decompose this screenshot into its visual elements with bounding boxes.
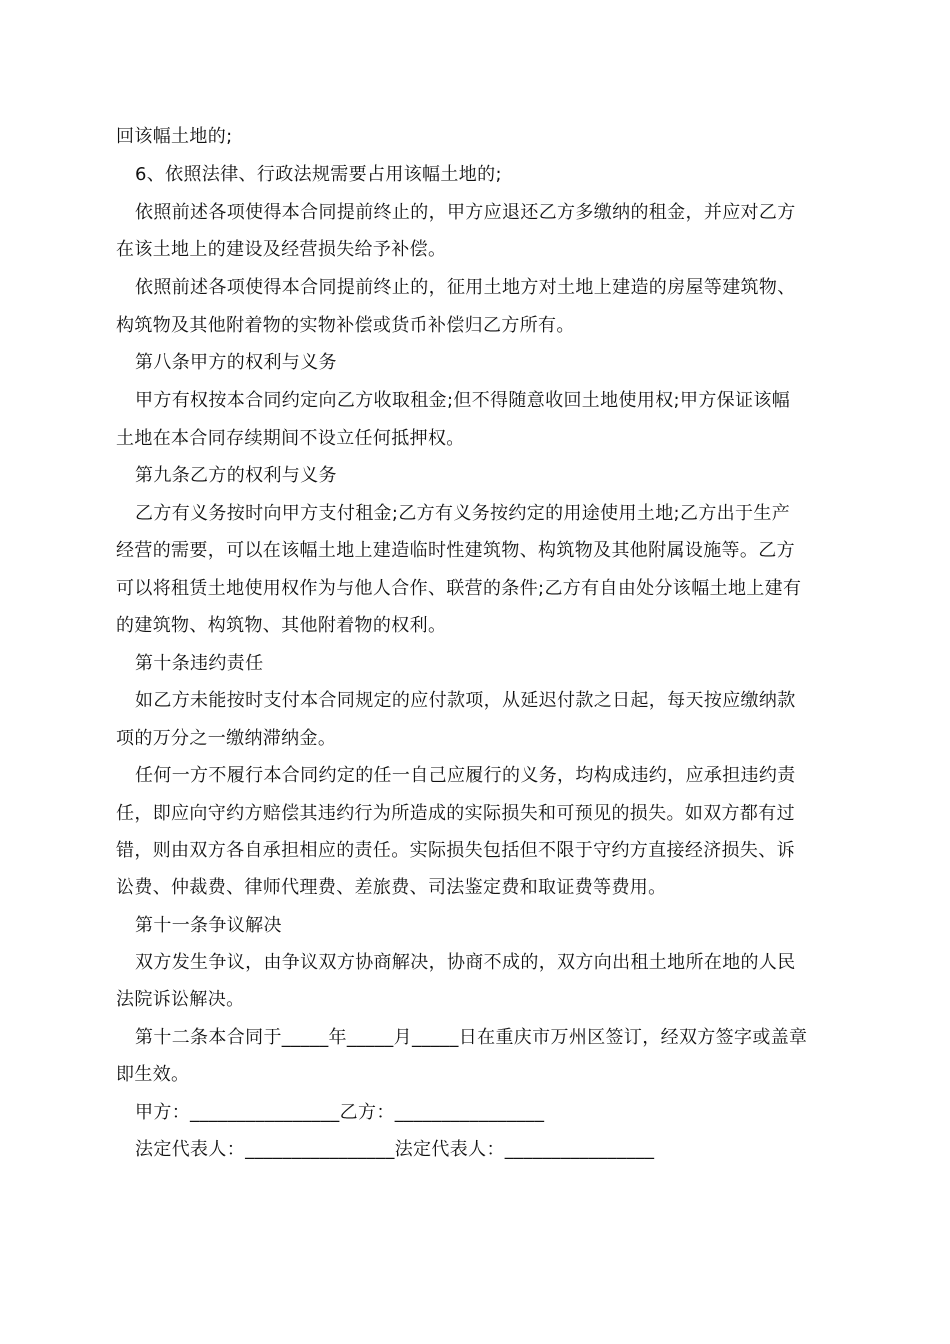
text-line: 甲方有权按本合同约定向乙方收取租金;但不得随意收回土地使用权;甲方保证该幅 [135,390,791,411]
signature-line-parties: 甲方：________________乙方：________________ [135,1102,545,1123]
text-line: 回该幅土地的; [116,126,233,147]
text-line: 即生效。 [116,1064,190,1085]
text-line: 讼费、仲裁费、律师代理费、差旅费、司法鉴定费和取证费等费用。 [116,877,667,898]
text-line: 如乙方未能按时支付本合同规定的应付款项，从延迟付款之日起，每天按应缴纳款 [135,690,796,711]
signature-line-representatives: 法定代表人：________________法定代表人：________________ [135,1139,655,1160]
text-line: 第十二条本合同于_____年_____月_____日在重庆市万州区签订，经双方签字或盖章 [135,1027,808,1048]
text-line: 任，即应向守约方赔偿其违约行为所造成的实际损失和可预见的损失。如双方都有过 [116,803,795,824]
text-line: 项的万分之一缴纳滞纳金。 [116,728,337,749]
text-line: 经营的需要，可以在该幅土地上建造临时性建筑物、构筑物及其他附属设施等。乙方 [116,540,795,561]
text-line: 乙方有义务按时向甲方支付租金;乙方有义务按约定的用途使用土地;乙方出于生产 [135,503,791,524]
section-heading: 第十一条争议解决 [135,915,282,936]
text-line: 法院诉讼解决。 [116,989,245,1010]
text-line: 任何一方不履行本合同约定的任一自己应履行的义务，均构成违约，应承担违约责 [135,765,796,786]
text-line: 土地在本合同存续期间不设立任何抵押权。 [116,428,465,449]
text-line: 6、依照法律、行政法规需要占用该幅土地的; [135,164,502,185]
text-line: 构筑物及其他附着物的实物补偿或货币补偿归乙方所有。 [116,315,575,336]
section-heading: 第十条违约责任 [135,653,264,674]
text-line: 的建筑物、构筑物、其他附着物的权利。 [116,615,447,636]
text-line: 依照前述各项使得本合同提前终止的，甲方应退还乙方多缴纳的租金，并应对乙方 [135,202,796,223]
text-line: 可以将租赁土地使用权作为与他人合作、联营的条件;乙方有自由处分该幅土地上建有 [116,578,802,599]
text-line: 在该土地上的建设及经营损失给予补偿。 [116,239,447,260]
section-heading: 第九条乙方的权利与义务 [135,465,337,486]
text-line: 错，则由双方各自承担相应的责任。实际损失包括但不限于守约方直接经济损失、诉 [116,840,795,861]
text-line: 依照前述各项使得本合同提前终止的，征用土地方对土地上建造的房屋等建筑物、 [135,277,796,298]
text-line: 双方发生争议，由争议双方协商解决，协商不成的，双方向出租土地所在地的人民 [135,952,796,973]
section-heading: 第八条甲方的权利与义务 [135,352,337,373]
